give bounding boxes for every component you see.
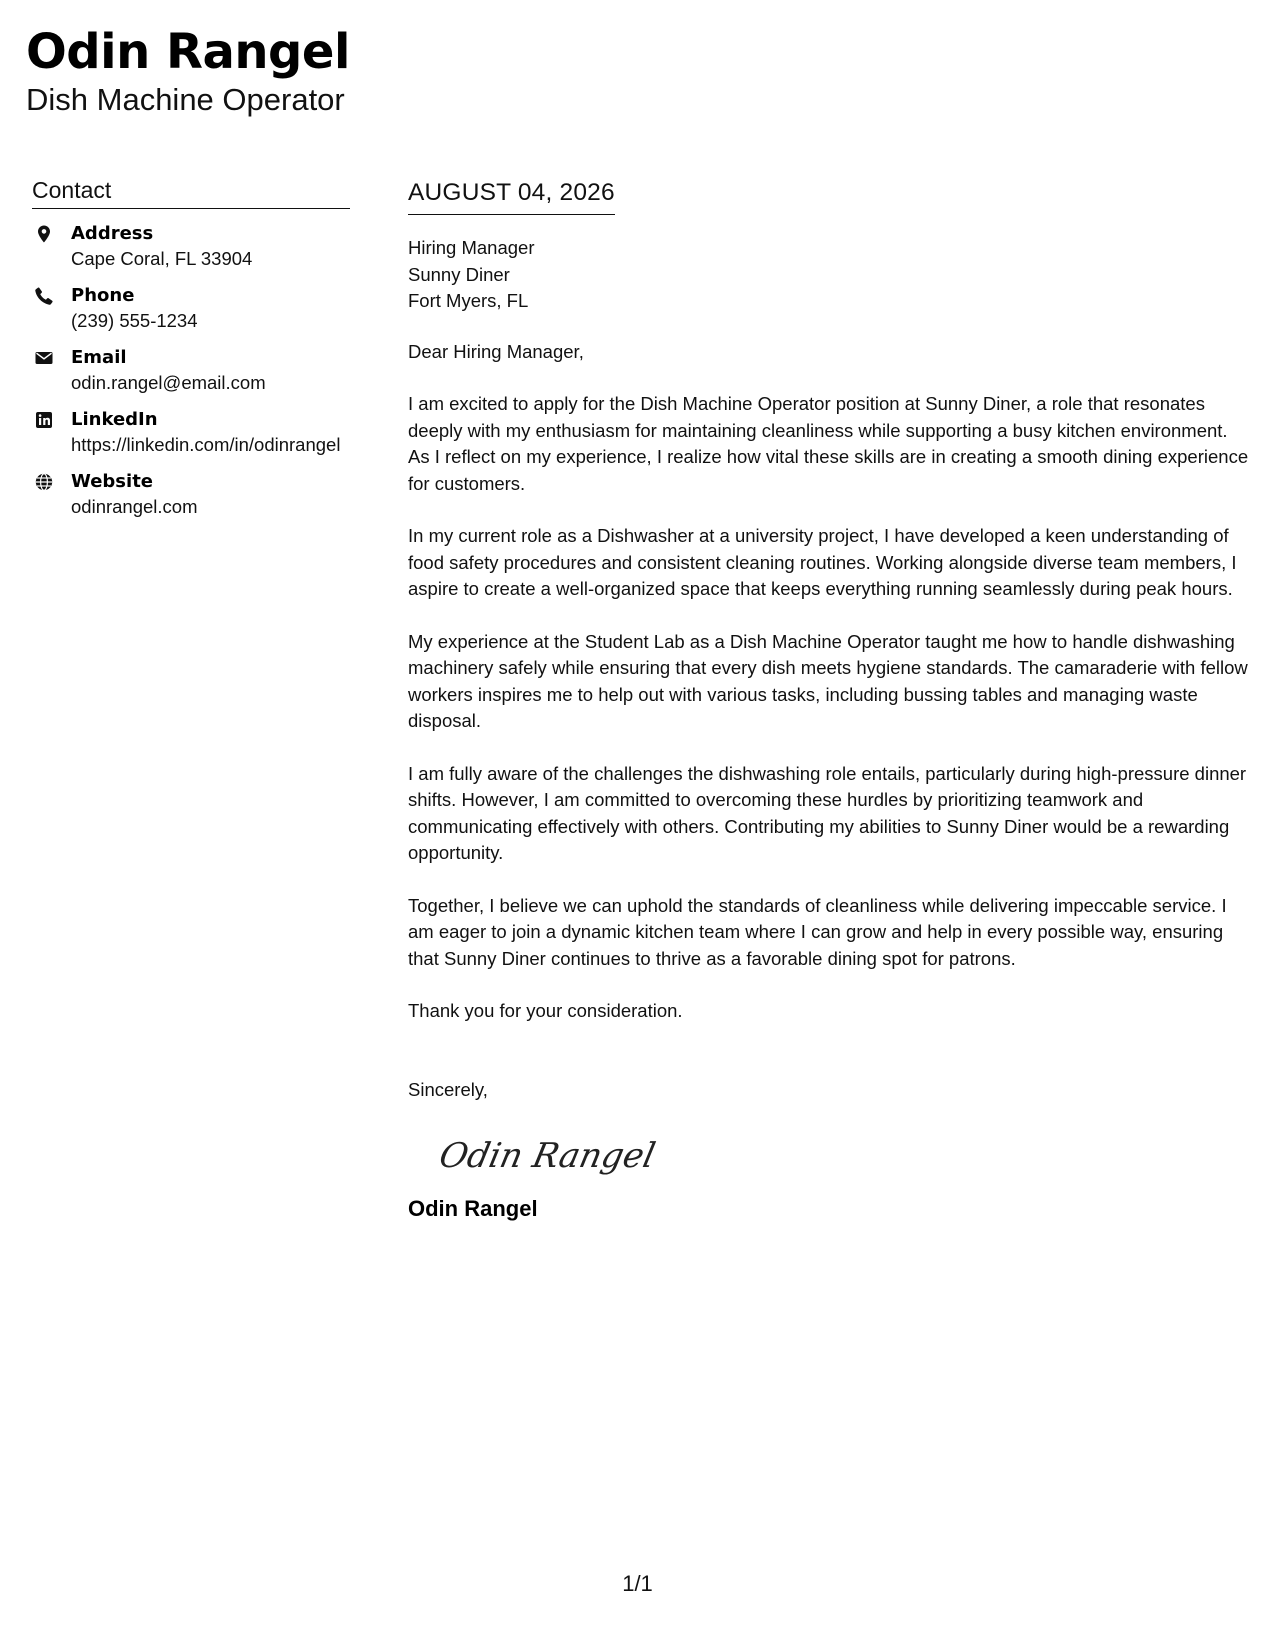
- handwritten-signature: [435, 1123, 659, 1185]
- contact-value: (239) 555-1234: [71, 310, 198, 331]
- contact-item-linkedin: [32, 407, 350, 457]
- signer-name: Odin Rangel: [408, 1196, 538, 1221]
- letter-paragraph: My experience at the Student Lab as a Dish Machine Operator taught me how to handle dishwashing machinery safely while ensuring that every dish meets hygiene standards. The camaraderie with fellow workers inspires me to help out with various tasks, including bussing tables and managing waste disposal.: [408, 630, 1248, 731]
- contact-value: Cape Coral, FL 33904: [71, 248, 253, 269]
- recipient-line: Fort Myers, FL: [408, 290, 529, 311]
- applicant-name: Odin Rangel: [26, 24, 350, 80]
- contact-item-address: [32, 221, 350, 271]
- letter-paragraph: In my current role as a Dishwasher at a university project, I have developed a keen understanding of food safety procedures and consistent cleaning routines. Working alongside diverse team members, I aspire to create a well-organized space that keeps everything running seamlessly during peak hours.: [408, 525, 1237, 599]
- envelope-icon: [34, 348, 54, 368]
- globe-icon: [34, 472, 54, 492]
- contact-item-email: [32, 345, 350, 395]
- map-pin-icon: [34, 224, 54, 244]
- closing: Sincerely,: [408, 1078, 488, 1100]
- contact-heading: Contact: [32, 175, 350, 209]
- contact-item-website: [32, 469, 350, 519]
- contact-label: Phone: [71, 285, 135, 306]
- letter-paragraph: Thank you for your consideration.: [408, 1000, 683, 1021]
- cover-letter: [408, 178, 1253, 1223]
- job-title: Dish Machine Operator: [26, 82, 345, 117]
- greeting: Dear Hiring Manager,: [408, 340, 584, 362]
- linkedin-icon: [34, 410, 54, 430]
- contact-value: odin.rangel@email.com: [71, 372, 266, 393]
- contact-item-phone: [32, 283, 350, 333]
- letter-date: AUGUST 04, 2026: [408, 179, 615, 206]
- svg-text:Odin Rangel: Odin Rangel: [435, 1136, 659, 1176]
- contact-label: Website: [71, 471, 154, 492]
- recipient-block: [408, 235, 1253, 315]
- letter-date-block: [408, 178, 615, 215]
- letter-paragraph: Together, I believe we can uphold the standards of cleanliness while delivering impeccable service. I am eager to join a dynamic kitchen team where I can grow and help in every possible way, ensuring that Sunny Diner continues to thrive as a favorable dining spot for patrons.: [408, 894, 1227, 969]
- contact-value[interactable]: odinrangel.com: [71, 496, 198, 517]
- contact-label: Address: [71, 223, 154, 244]
- resume-header: [26, 22, 350, 118]
- contact-sidebar: [32, 175, 350, 531]
- contact-label: LinkedIn: [71, 409, 158, 430]
- letter-paragraph: I am fully aware of the challenges the dishwashing role entails, particularly during high-pressure dinner shifts. However, I am committed to overcoming these hurdles by prioritizing teamwork and communicating effectively with others. Contributing my abilities to Sunny Diner would be a rewarding opportunity.: [408, 762, 1247, 863]
- page-number: 1/1: [622, 1571, 653, 1596]
- letter-paragraph: I am excited to apply for the Dish Machine Operator position at Sunny Diner, a role that resonates deeply with my enthusiasm for maintaining cleanliness while supporting a busy kitchen environment. As I reflect on my experience, I realize how vital these skills are in creating a smooth dining experience for customers.: [408, 393, 1249, 494]
- contact-value[interactable]: https://linkedin.com/in/odinrangel: [71, 434, 341, 455]
- phone-icon: [34, 286, 54, 306]
- recipient-line: Sunny Diner: [408, 263, 510, 285]
- contact-label: Email: [71, 347, 127, 368]
- recipient-line: Hiring Manager: [408, 237, 535, 258]
